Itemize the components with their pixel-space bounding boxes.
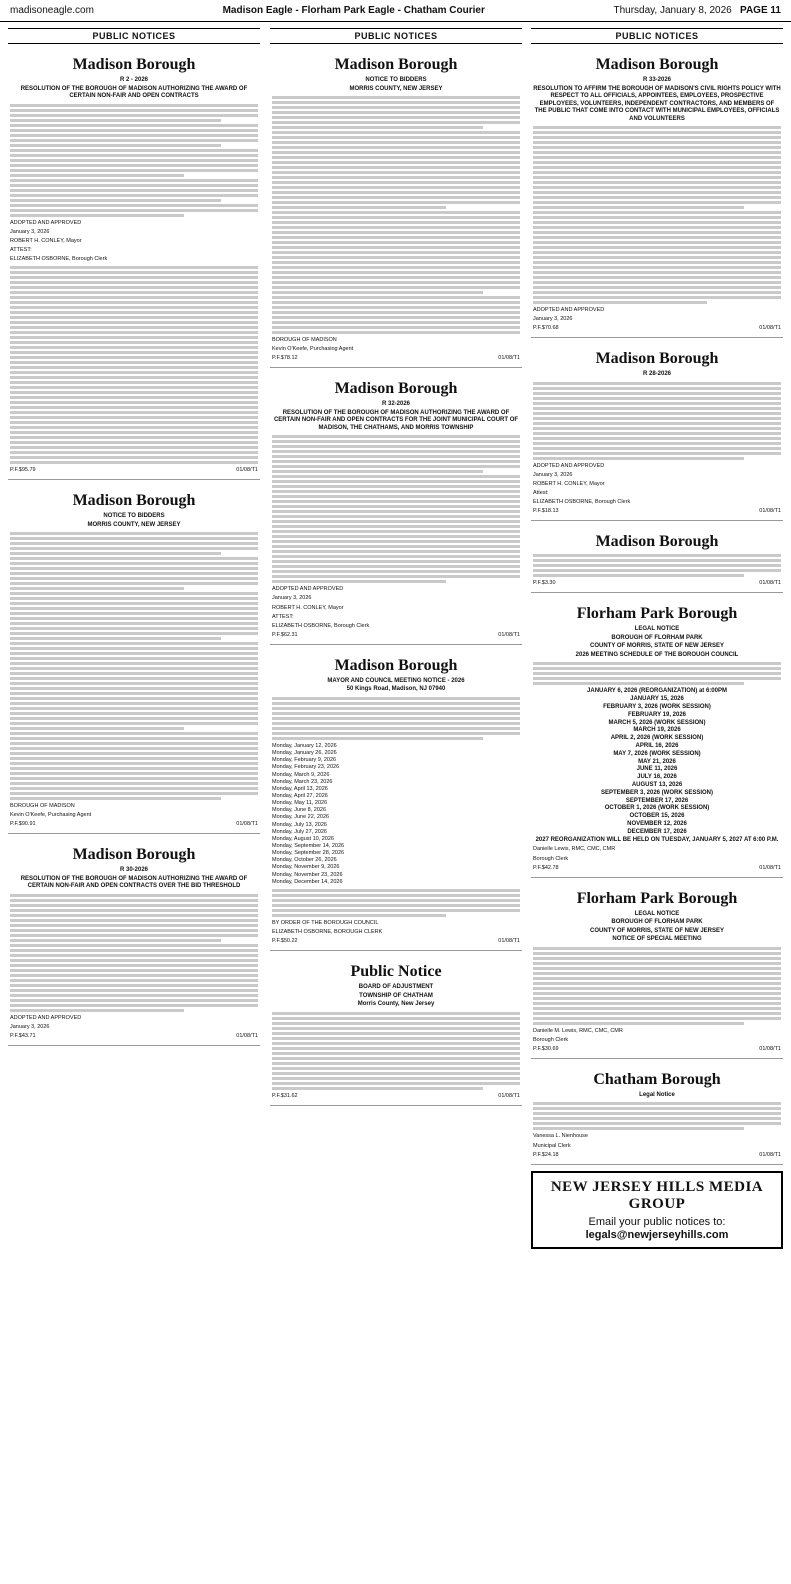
site-name[interactable]: madisoneagle.com [10,5,94,16]
notice-heading: NOTICE TO BIDDERS [103,513,165,520]
adopted-label: ADOPTED AND APPROVED [533,307,605,313]
notice-title: Madison Borough [595,56,719,73]
body-text [272,1012,520,1090]
clerk-name: ELIZABETH OSBORNE, BOROUGH CLERK [272,928,383,935]
clerk-name: Danielle M. Lewis, RMC, CMC, CMR [533,1027,623,1034]
notice-fp-schedule [531,599,783,877]
notice-heading: LEGAL NOTICE [634,626,680,633]
column-3 [531,28,783,1249]
body-text [533,554,781,577]
run-date: 01/08/T1 [759,325,781,332]
column-1 [8,28,260,1052]
contract-table [10,266,258,464]
clerk-role: Borough Clerk [533,1036,569,1043]
notice-title: Madison Borough [595,533,719,551]
run-date: 01/08/T1 [236,1033,258,1040]
run-date: 01/08/T1 [498,631,520,638]
notice-heading: LEGAL NOTICE [634,910,680,917]
adopted-date: January 3, 2026 [10,228,50,235]
body-text [10,532,258,800]
mayor-signature: ROBERT H. CONLEY, Mayor [533,481,605,488]
notice-heading: Legal Notice [639,1091,675,1098]
notice-county: Morris County, New Jersey [357,1001,435,1008]
notice-bidders-1 [8,486,260,834]
notice-special-title: NOTICE OF SPECIAL MEETING [612,936,702,943]
notice-r28 [531,344,783,521]
adopted-date: January 3, 2026 [10,1024,50,1031]
fee: P.F.$78.12 [272,355,298,362]
notice-subheading: BOROUGH OF FLORHAM PARK [611,919,703,926]
meeting-dates: Monday, January 12, 2026 Monday, January 26, 2026 Monday, February 9, 2026 Monday, February 23, 2026 Monday, March 9, 2026 Monday, March 23, 2026 Monday, April 13, 2026 Monday, April 27, 2026 Monday, May 11, 2026 Monday, June 8, 2026 Monday, June 22, 2026 Monday, July 13, 2026 Monday, July 27, 2026 Monday, August 10, 2026 Monday, September 14, 2026 Monday, September 28, 2026 Monday, October 26, 2026 Monday, November 9, 2026 Monday, November 23, 2026 Monday, December 14, 2026 [272,742,345,885]
paper-names: Madison Eagle - Florham Park Eagle - Chatham Courier [222,5,485,16]
notice-adjustment [270,957,522,1106]
mayor-signature: ROBERT H. CONLEY, Mayor [10,237,82,244]
fee: P.F.$18.13 [533,508,559,515]
adopted-label: ADOPTED AND APPROVED [10,219,82,226]
notice-number: R 30-2026 [119,867,149,874]
fee: P.F.$50.22 [272,938,298,945]
clerk-name: Danielle Lewis, RMC, CMC, CMR [533,846,616,853]
body-text [272,435,520,583]
run-date: 01/08/T1 [236,467,258,474]
body-text [533,382,781,460]
notice-heading: MAYOR AND COUNCIL MEETING NOTICE - 2026 [327,677,465,684]
legals-ad [531,1171,783,1249]
column-2 [270,28,522,1112]
ad-title: NEW JERSEY HILLS MEDIA GROUP [550,1178,764,1212]
fee: P.F.$43.71 [10,1033,36,1040]
notice-chatham [531,1065,783,1165]
column-header: PUBLIC NOTICES [531,28,783,44]
purchasing-agent: Kevin O'Keefe, Purchasing Agent [10,812,92,819]
body-text [10,894,258,1012]
run-date: 01/08/T1 [498,1092,520,1099]
notice-schedule-title: 2026 MEETING SCHEDULE OF THE BOROUGH COUNCIL [575,651,739,658]
body-text [272,889,520,917]
column-header: PUBLIC NOTICES [270,28,522,44]
body-text [10,104,258,217]
notice-r33 [531,50,783,338]
fee: P.F.$30.69 [533,1045,559,1052]
notice-title: Madison Borough [334,380,458,398]
notice-heading: RESOLUTION OF THE BOROUGH OF MADISON AUTHORIZING THE AWARD OF CERTAIN NON-FAIR AND OPEN CONTRACTS OVER THE BID THRESHOLD [20,875,248,890]
fee: P.F.$24.18 [533,1151,559,1158]
body-text [533,662,781,685]
masthead [0,0,791,22]
fee: P.F.$70.68 [533,325,559,332]
adopted-label: ADOPTED AND APPROVED [533,462,605,469]
notice-title: Florham Park Borough [576,889,738,907]
notice-address: 50 Kings Road, Madison, NJ 07940 [346,686,446,693]
borough-label: BOROUGH OF MADISON [272,337,337,343]
run-date: 01/08/T1 [759,508,781,515]
clerk-role: Borough Clerk [533,855,569,862]
fee: P.F.$62.31 [272,631,298,638]
notice-title: Chatham Borough [593,1070,721,1088]
column-header: PUBLIC NOTICES [8,28,260,44]
notice-title: Madison Borough [72,56,196,73]
notice-number: R 2 - 2026 [119,77,149,83]
notice-r32 [270,374,522,645]
notice-fp-special [531,884,783,1059]
fee: P.F.$31.62 [272,1092,298,1099]
attest-label: ATTEST: [272,613,294,620]
notice-bidders-2 [270,50,522,368]
adopted-label: ADOPTED AND APPROVED [272,586,344,593]
ad-email[interactable]: legals@newjerseyhills.com [585,1228,729,1241]
notice-heading: RESOLUTION OF THE BOROUGH OF MADISON AUTHORIZING THE AWARD OF CERTAIN NON-FAIR AND OPEN CONTRACTS [20,85,248,99]
clerk-role: Municipal Clerk [533,1142,571,1149]
notice-budget [531,527,783,593]
notice-subheading: MORRIS COUNTY, NEW JERSEY [87,521,181,528]
notice-number: R 33-2026 [642,77,672,83]
run-date: 01/08/T1 [759,580,781,587]
attest-label: Attest: [533,490,549,497]
fee: P.F.$3.30 [533,580,556,587]
attest-label: ATTEST: [10,246,32,253]
adopted-date: January 3, 2026 [533,316,573,323]
clerk-name: ELIZABETH OSBORNE, Borough Clerk [533,499,631,506]
notice-number: R 32-2026 [381,401,411,408]
run-date: 01/08/T1 [759,1151,781,1158]
notice-title: Public Notice [350,963,442,981]
borough-label: BOROUGH OF MADISON [10,803,75,810]
notice-title: Madison Borough [72,492,196,510]
run-date: 01/08/T1 [759,864,781,871]
notice-county: COUNTY OF MORRIS, STATE OF NEW JERSEY [589,927,724,934]
notice-title: Madison Borough [334,56,458,73]
adopted-date: January 3, 2026 [533,471,573,478]
notice-subheading: MORRIS COUNTY, NEW JERSEY [349,85,443,92]
notice-meetings [270,651,522,951]
fee: P.F.$42.78 [533,864,559,871]
run-date: 01/08/T1 [759,1045,781,1052]
mayor-signature: ROBERT H. CONLEY, Mayor [272,604,344,611]
adopted-label: ADOPTED AND APPROVED [10,1014,82,1021]
notice-number: R 28-2026 [642,371,672,378]
run-date: 01/08/T1 [498,355,520,362]
fee: P.F.$95.79 [10,467,36,474]
notice-heading: NOTICE TO BIDDERS [365,77,427,83]
body-text [533,947,781,1025]
body-text [272,96,520,334]
notice-subheading: TOWNSHIP OF CHATHAM [359,992,433,999]
reorg-note: 2027 REORGANIZATION WILL BE HELD ON TUESDAY, JANUARY 5, 2027 AT 6:00 P.M. [535,836,779,843]
body-text [533,126,781,304]
notice-title: Madison Borough [334,656,458,674]
run-date: 01/08/T1 [498,938,520,945]
notice-title: Madison Borough [72,846,196,864]
notice-r2 [8,50,260,480]
clerk-name: Vanessa L. Nienhouse [533,1133,588,1140]
notice-title: Florham Park Borough [576,605,738,623]
run-date: 01/08/T1 [236,821,258,828]
order-label: BY ORDER OF THE BOROUGH COUNCIL [272,919,379,926]
notice-heading: RESOLUTION OF THE BOROUGH OF MADISON AUTHORIZING THE AWARD OF CERTAIN NON-FAIR AND OPEN CONTRACTS FOR THE JOINT MUNICIPAL COURT OF MADISON, THE CHATHAMS, AND MORRIS TOWNSHIP [273,409,519,431]
clerk-name: ELIZABETH OSBORNE, Borough Clerk [272,622,370,629]
ad-line: Email your public notices to: [588,1215,726,1228]
notice-county: COUNTY OF MORRIS, STATE OF NEW JERSEY [589,643,724,650]
notice-subheading: BOROUGH OF FLORHAM PARK [611,634,703,641]
notice-heading: BOARD OF ADJUSTMENT [358,984,434,991]
adopted-date: January 3, 2026 [272,595,312,602]
notice-r30 [8,840,260,1046]
clerk-name: ELIZABETH OSBORNE, Borough Clerk [10,256,108,263]
fee: P.F.$90.91 [10,821,36,828]
date-page: Thursday, January 8, 2026 PAGE 11 [613,5,781,16]
meeting-dates: JANUARY 6, 2026 (REORGANIZATION) at 6:00PM JANUARY 15, 2026 FEBRUARY 3, 2026 (WORK SESSION) FEBRUARY 19, 2026 MARCH 5, 2026 (WORK SESSION) MARCH 19, 2026 APRIL 2, 2026 (WORK SESSION) APRIL 16, 2026 MAY 7, 2026 (WORK SESSION) MAY 21, 2026 JUNE 11, 2026 JULY 16, 2026 AUGUST 13, 2026 SEPTEMBER 3, 2026 (WORK SESSION) SEPTEMBER 17, 2026 OCTOBER 1, 2026 (WORK SESSION) OCTOBER 15, 2026 NOVEMBER 12, 2026 DECEMBER 17, 2026 [587,688,727,835]
body-text [272,697,520,740]
notice-title: Madison Borough [595,350,719,368]
notice-heading: RESOLUTION TO AFFIRM THE BOROUGH OF MADISON'S CIVIL RIGHTS POLICY WITH RESPECT TO ALL OFFICIALS, APPOINTEES, EMPLOYEES, PROSPECTIVE EMPLOYEES, VOLUNTEERS, INDEPENDENT CONTRACTORS, AND MEMBERS OF THE PUBLIC THAT COME INTO CONTACT WITH MUNICIPAL EMPLOYEES, OFFICIALS AND VOLUNTEERS [533,85,781,122]
body-text [533,1102,781,1130]
purchasing-agent: Kevin O'Keefe, Purchasing Agent [272,346,354,353]
